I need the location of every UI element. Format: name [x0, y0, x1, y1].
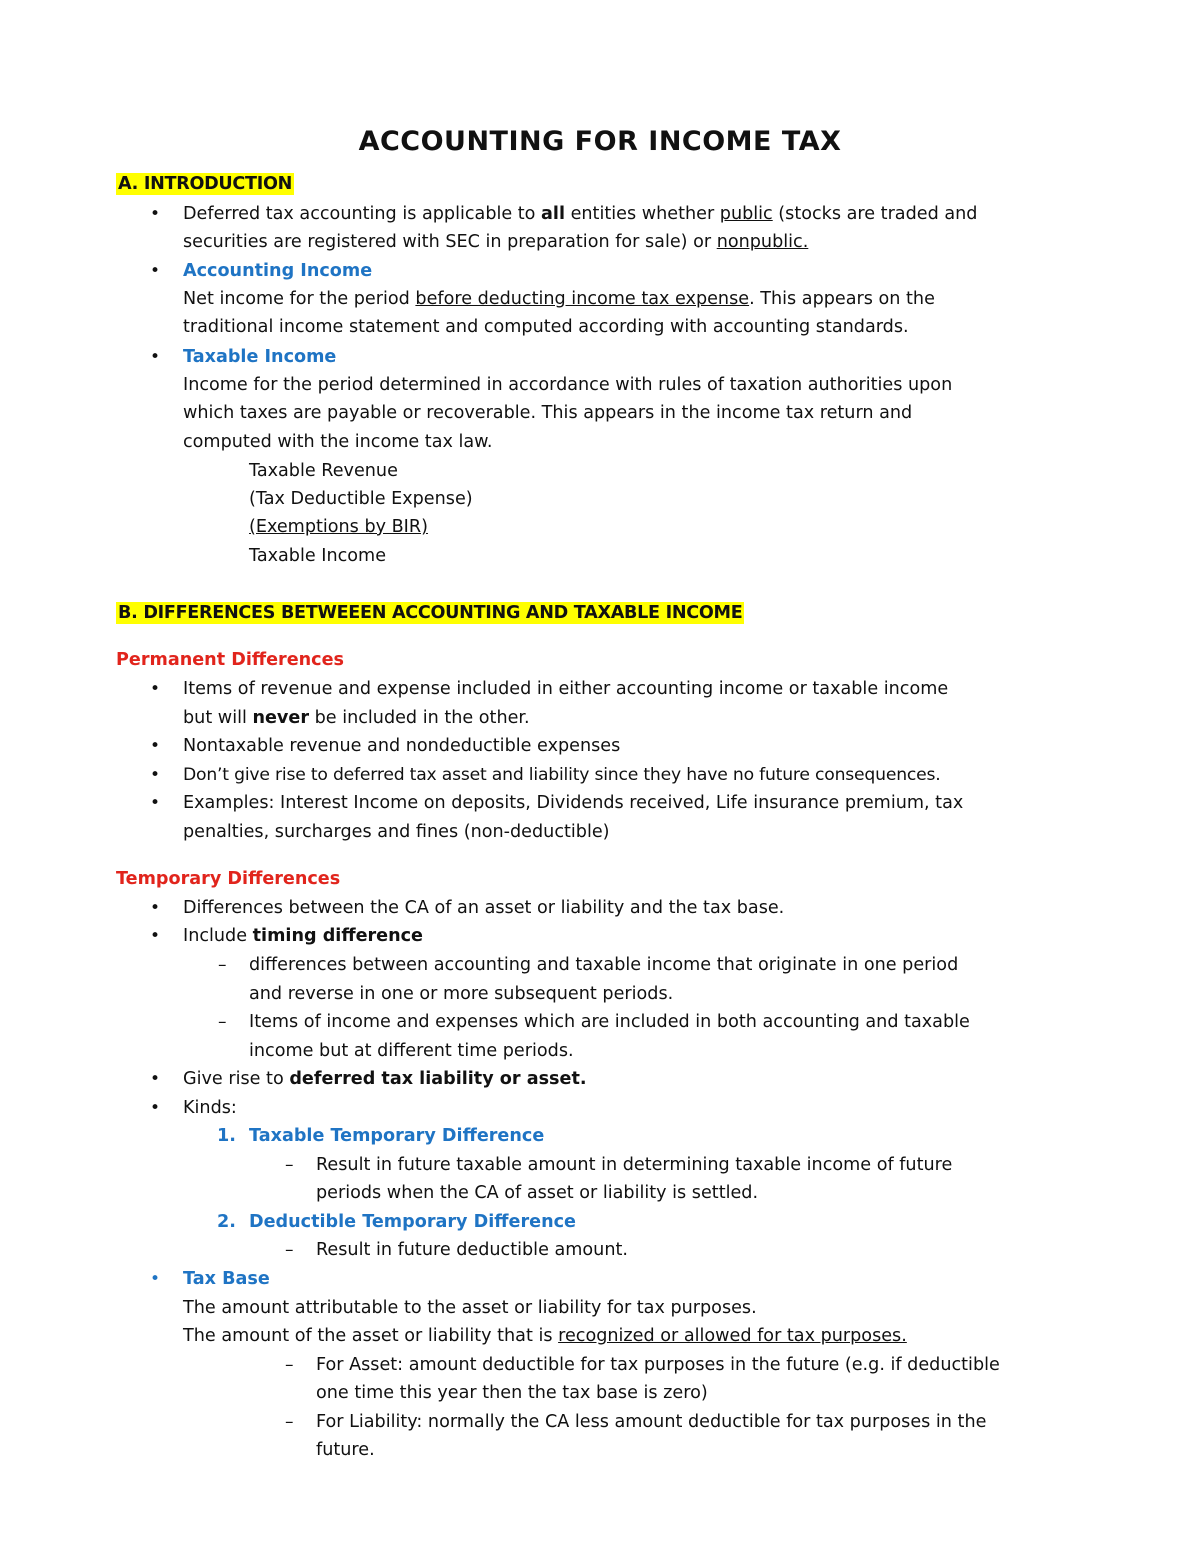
bullet-icon: •	[150, 1269, 161, 1289]
text-run: Give rise to	[183, 1069, 290, 1089]
perm-bullet-2: Nontaxable revenue and nondeductible expenses	[183, 736, 621, 756]
text-run: be included in the other.	[309, 708, 530, 728]
text-run-underline: before deducting income tax expense	[415, 289, 750, 309]
kind-1-dash-line-2: periods when the CA of asset or liability is settled.	[316, 1183, 759, 1203]
intro-bullet-line-2	[183, 230, 808, 254]
bullet-icon: •	[150, 679, 161, 699]
kind-2-number: 2.	[217, 1212, 236, 1232]
perm-bullet-1-line-1: Items of revenue and expense included in either accounting income or taxable income	[183, 679, 949, 699]
text-run-bold: all	[541, 204, 565, 224]
permanent-differences-heading: Permanent Differences	[116, 650, 345, 670]
perm-bullet-4-line-1: Examples: Interest Income on deposits, Dividends received, Life insurance premium, tax	[183, 793, 964, 813]
text-run-underline: public	[719, 204, 773, 224]
perm-bullet-4-line-2: penalties, surcharges and fines (non-deductible)	[183, 822, 610, 842]
tax-base-dash-1-line-2: one time this year then the tax base is zero)	[316, 1383, 708, 1403]
text-run: securities are registered with SEC in preparation for sale) or	[183, 232, 717, 252]
bullet-icon: •	[150, 926, 161, 946]
perm-bullet-1-line-2	[183, 706, 530, 730]
text-run-bold: never	[252, 708, 310, 728]
intro-bullet-line-1	[183, 202, 977, 226]
text-run-bold: deferred tax liability or asset.	[289, 1069, 587, 1089]
section-b-heading-text: B. DIFFERENCES BETWEEEN ACCOUNTING AND TAXABLE INCOME	[118, 603, 743, 623]
bullet-icon: •	[150, 204, 161, 224]
dash-icon: –	[285, 1412, 294, 1432]
text-run: Deferred tax accounting is applicable to	[183, 204, 542, 224]
dash-icon: –	[218, 1012, 227, 1032]
section-b-heading	[116, 601, 744, 625]
accounting-income-heading: Accounting Income	[183, 261, 373, 281]
text-run: The amount of the asset or liability that is	[183, 1326, 559, 1346]
formula-line-2: (Tax Deductible Expense)	[249, 489, 473, 509]
accounting-income-line-1	[183, 287, 935, 311]
kind-1-number: 1.	[217, 1126, 236, 1146]
kind-2-label: Deductible Temporary Difference	[249, 1212, 576, 1232]
temp-dash-2-line-2: income but at different time periods.	[249, 1041, 574, 1061]
tax-base-heading: Tax Base	[183, 1269, 270, 1289]
tax-base-line-1: The amount attributable to the asset or liability for tax purposes.	[183, 1298, 757, 1318]
formula-line-1: Taxable Revenue	[249, 461, 398, 481]
bullet-icon: •	[150, 793, 161, 813]
dash-icon: –	[285, 1155, 294, 1175]
temp-bullet-3	[183, 1067, 587, 1091]
kind-1-dash-line-1: Result in future taxable amount in determining taxable income of future	[316, 1155, 953, 1175]
taxable-income-line-1: Income for the period determined in accordance with rules of taxation authorities upon	[183, 375, 953, 395]
section-a-heading-text: A. INTRODUCTION	[118, 174, 293, 194]
perm-bullet-3: Don’t give rise to deferred tax asset and liability since they have no future consequences.	[183, 765, 941, 785]
text-run: entities whether	[564, 204, 720, 224]
text-run-underline: nonpublic.	[716, 232, 809, 252]
tax-base-dash-1-line-1: For Asset: amount deductible for tax purposes in the future (e.g. if deductible	[316, 1355, 1000, 1375]
temp-bullet-4: Kinds:	[183, 1098, 237, 1118]
formula-line-4: Taxable Income	[249, 546, 387, 566]
text-run: . This appears on the	[749, 289, 935, 309]
bullet-icon: •	[150, 736, 161, 756]
tax-base-dash-2-line-2: future.	[316, 1440, 375, 1460]
taxable-income-heading: Taxable Income	[183, 347, 337, 367]
text-run: Net income for the period	[183, 289, 416, 309]
dash-icon: –	[285, 1240, 294, 1260]
tax-base-dash-2-line-1: For Liability: normally the CA less amount deductible for tax purposes in the	[316, 1412, 987, 1432]
tax-base-line-2	[183, 1324, 907, 1348]
formula-line-3	[249, 515, 428, 539]
kind-1-label: Taxable Temporary Difference	[249, 1126, 545, 1146]
bullet-icon: •	[150, 898, 161, 918]
section-a-heading	[116, 172, 294, 196]
taxable-income-line-2: which taxes are payable or recoverable. This appears in the income tax return and	[183, 403, 913, 423]
bullet-icon: •	[150, 261, 161, 281]
temp-dash-1-line-1: differences between accounting and taxable income that originate in one period	[249, 955, 959, 975]
kind-2-dash: Result in future deductible amount.	[316, 1240, 628, 1260]
text-run: Include	[183, 926, 253, 946]
temporary-differences-heading: Temporary Differences	[116, 869, 341, 889]
text-run-underline: recognized or allowed for tax purposes.	[558, 1326, 907, 1346]
accounting-income-line-2: traditional income statement and computed according with accounting standards.	[183, 317, 909, 337]
text-run-underline: (Exemptions by BIR)	[249, 517, 428, 537]
temp-bullet-2	[183, 924, 423, 948]
taxable-income-line-3: computed with the income tax law.	[183, 432, 493, 452]
temp-dash-1-line-2: and reverse in one or more subsequent periods.	[249, 984, 674, 1004]
bullet-icon: •	[150, 1098, 161, 1118]
text-run: (stocks are traded and	[772, 204, 978, 224]
dash-icon: –	[218, 955, 227, 975]
temp-dash-2-line-1: Items of income and expenses which are included in both accounting and taxable	[249, 1012, 970, 1032]
text-run-bold: timing difference	[252, 926, 423, 946]
page-title: ACCOUNTING FOR INCOME TAX	[358, 126, 842, 157]
bullet-icon: •	[150, 765, 161, 785]
bullet-icon: •	[150, 347, 161, 367]
text-run: but will	[183, 708, 253, 728]
bullet-icon: •	[150, 1069, 161, 1089]
dash-icon: –	[285, 1355, 294, 1375]
temp-bullet-1: Differences between the CA of an asset or liability and the tax base.	[183, 898, 785, 918]
